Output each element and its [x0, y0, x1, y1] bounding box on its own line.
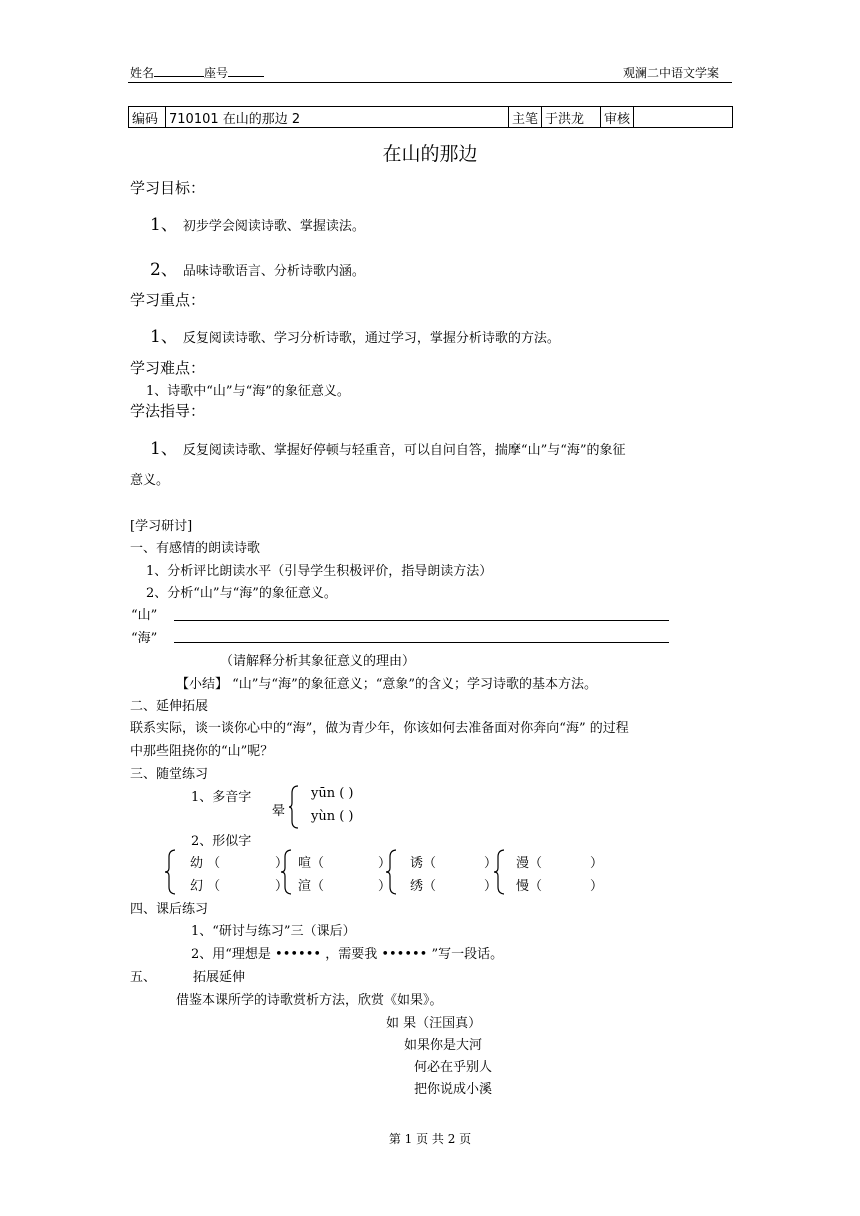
- method-item: 1、 反复阅读诗歌、掌握好停顿与轻重音，可以自问自答，揣摩“山”与“海”的象征: [150, 439, 626, 459]
- similar-char: 诱（: [410, 856, 437, 871]
- difficulty-heading: 学习难点：: [130, 359, 206, 377]
- brace-icon: [386, 849, 396, 895]
- method-heading: 学法指导：: [130, 402, 206, 420]
- similar-char: 慢（: [516, 879, 543, 894]
- pinyin-yun1: yūn ( ): [311, 786, 354, 801]
- part4-item: 2、用“理想是 •••••• ，需要我 •••••• ”写一段话。: [191, 947, 504, 962]
- pinyin-yun4: yùn ( ): [311, 809, 354, 824]
- brace-icon: [165, 849, 175, 895]
- seat-label: 座号: [204, 66, 229, 80]
- close-paren: ）: [275, 879, 289, 894]
- similar-char: 幻 （: [190, 879, 221, 894]
- similar-label: 2、形似字: [191, 834, 252, 849]
- school-name: 观澜二中语文学案: [623, 66, 720, 80]
- info-table: [128, 106, 733, 128]
- name-blank[interactable]: [154, 64, 204, 77]
- polyphone-label: 1、多音字: [191, 790, 252, 805]
- code-label: 编码: [129, 107, 166, 128]
- close-paren: ）: [484, 879, 498, 894]
- focus-item: 1、 反复阅读诗歌、学习分析诗歌，通过学习，掌握分析诗歌的方法。: [150, 327, 560, 347]
- method-item-continued: 意义。: [130, 473, 170, 488]
- part1-item: 2、分析“山”与“海”的象征意义。: [146, 586, 337, 601]
- author-value: 于洪龙: [542, 107, 601, 128]
- part4-title: 四、课后练习: [130, 902, 209, 917]
- similar-char: 漫（: [516, 856, 543, 871]
- close-paren: ）: [378, 856, 392, 871]
- part1-item: 1、分析评比朗读水平（引导学生积极评价，指导朗读方法）: [146, 564, 493, 579]
- shan-answer-line[interactable]: [174, 620, 669, 621]
- review-value: [634, 107, 733, 128]
- part5-intro: 借鉴本课所学的诗歌赏析方法，欣赏《如果》。: [176, 993, 443, 1008]
- page-header: [130, 64, 264, 81]
- explain-note: （请解释分析其象征意义的理由）: [220, 654, 416, 669]
- brace-icon: [494, 849, 504, 895]
- poem-title: 如 果（汪国真）: [386, 1016, 482, 1031]
- hai-answer-line[interactable]: [174, 642, 669, 643]
- close-paren: ）: [590, 879, 604, 894]
- part4-item: 1、“研讨与练习”三（课后）: [191, 924, 356, 939]
- close-paren: ）: [378, 879, 392, 894]
- study-heading: [学习研讨]: [130, 519, 193, 534]
- shan-label: “山”: [131, 608, 158, 623]
- poem-line: 把你说成小溪: [414, 1082, 493, 1097]
- focus-heading: 学习重点：: [130, 291, 206, 309]
- part1-title: 一、有感情的朗读诗歌: [130, 541, 261, 556]
- goal-item: 1、 初步学会阅读诗歌、掌握读法。: [150, 215, 365, 235]
- poem-line: 如果你是大河: [404, 1038, 483, 1053]
- review-label: 审核: [601, 107, 634, 128]
- author-label: 主笔: [509, 107, 542, 128]
- part2-text: 中那些阻挠你的“山”呢？: [130, 744, 274, 759]
- close-paren: ）: [484, 856, 498, 871]
- part5-number: 五、: [130, 970, 157, 985]
- code-value: 710101 在山的那边 2: [166, 107, 509, 128]
- summary: 【小结】 “山”与“海”的象征意义；“意象”的含义；学习诗歌的基本方法。: [176, 677, 598, 692]
- similar-char: 渲（: [298, 879, 325, 894]
- similar-char: 幼 （: [190, 856, 221, 871]
- header-rule: [128, 82, 732, 83]
- goals-heading: 学习目标：: [130, 179, 206, 197]
- brace-icon: [281, 849, 291, 895]
- goal-item: 2、 品味诗歌语言、分析诗歌内涵。: [150, 260, 365, 280]
- name-label: 姓名: [130, 66, 155, 80]
- seat-blank[interactable]: [228, 64, 264, 77]
- difficulty-item: 1、诗歌中“山”与“海”的象征意义。: [146, 384, 350, 399]
- page-footer: 第 1 页 共 2 页: [388, 1132, 472, 1146]
- close-paren: ）: [275, 856, 289, 871]
- similar-char: 绣（: [410, 879, 437, 894]
- page-title: 在山的那边: [382, 143, 478, 165]
- brace-icon: [289, 785, 299, 829]
- part5-title: 拓展延伸: [193, 970, 246, 985]
- part3-title: 三、随堂练习: [130, 767, 209, 782]
- close-paren: ）: [590, 856, 604, 871]
- similar-char: 喧（: [298, 856, 325, 871]
- poem-line: 何必在乎别人: [414, 1060, 493, 1075]
- part2-text: 联系实际，谈一谈你心中的“海”，做为青少年，你该如何去准备面对你奔向“海” 的过程: [130, 721, 629, 736]
- polyphone-char: 晕: [272, 804, 286, 819]
- part2-title: 二、延伸拓展: [130, 699, 209, 714]
- hai-label: “海”: [131, 631, 158, 646]
